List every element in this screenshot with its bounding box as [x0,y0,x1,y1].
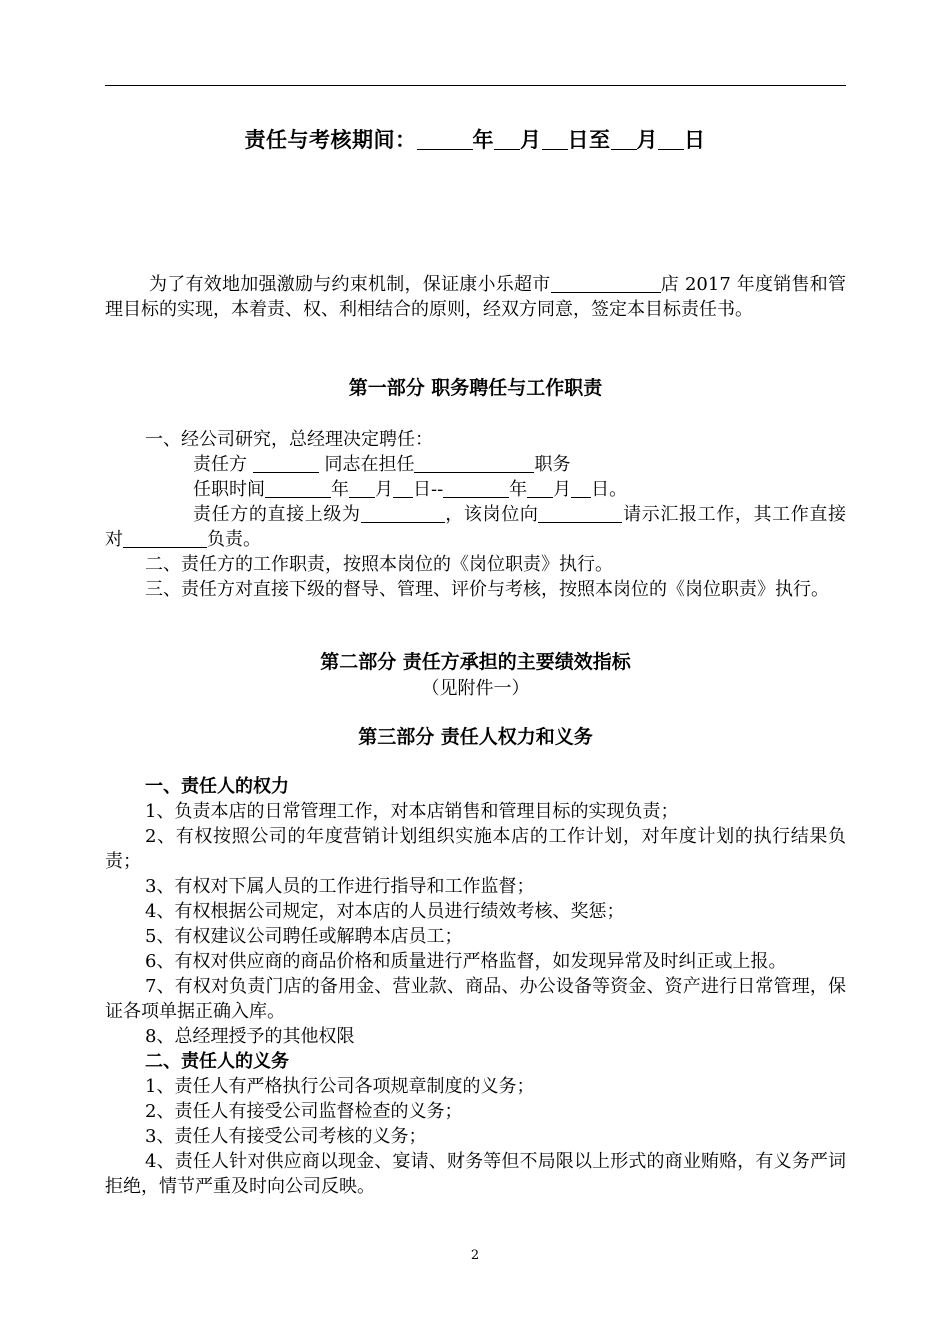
superior-paragraph: 责任方的直接上级为 ，该岗位向 请示汇报工作，其工作直接对 负责。 [105,504,847,550]
position-blank [414,454,534,473]
day2-blank [658,128,684,150]
duties-title: 二、责任人的义务 [145,1051,289,1072]
page-number: 2 [470,1248,480,1263]
section1-body [105,427,846,602]
section3-heading: 第三部分 责任人权力和义务 [358,726,593,748]
duty-item: 2、责任人有接受公司监督检查的义务； [145,1101,463,1122]
intro-paragraph: 为了有效地加强激励与约束机制，保证康小乐超市 店 2017 年度销售和管理目标的实现，本着责、权、利相结合的原则，经双方同意，签定本目标责任书。 [105,274,846,320]
section1-item2: 二、责任方的工作职责，按照本岗位的《岗位职责》执行。 [145,554,613,575]
section1-item3: 三、责任方对直接下级的督导、管理、评价与考核，按照本岗位的《岗位职责》执行。 [145,579,829,600]
section2-heading: 第二部分 责任方承担的主要绩效指标 [320,651,631,673]
power-item: 8、总经理授予的其他权限 [145,1026,355,1047]
party-line: 责任方 同志在担任 职务 [193,454,571,475]
header-rule [105,85,846,86]
year-blank [417,128,473,150]
powers-title: 一、责任人的权力 [145,776,289,797]
section1-heading: 第一部分 职务聘任与工作职责 [348,377,603,399]
duty-item: 3、责任人有接受公司考核的义务； [145,1126,427,1147]
duty-item: 1、责任人有严格执行公司各项规章制度的义务； [145,1076,535,1097]
section3-body [105,774,846,1199]
power-item: 1、负责本店的日常管理工作，对本店销售和管理目标的实现负责； [145,801,679,822]
section2-sub: （见附件一） [421,678,530,699]
power-item: 3、有权对下属人员的工作进行指导和工作监督； [145,876,535,897]
period-title: 责任与考核期间： 年 月 日至 月 日 [244,127,706,152]
period-label: 责任与考核期间： [244,127,417,152]
day-blank [542,128,568,150]
term-line: 任职时间 年 月 日-- 年 月 日。 [193,479,628,500]
power-item: 6、有权对供应商的商品价格和质量进行严格监督，如发现异常及时纠正或上报。 [145,951,787,972]
section1-item1: 一、经公司研究，总经理决定聘任： [145,429,433,450]
month2-blank [611,128,637,150]
power-item: 4、有权根据公司规定，对本店的人员进行绩效考核、奖惩； [145,901,625,922]
party-blank [253,454,319,473]
power-item: 2、有权按照公司的年度营销计划组织实施本店的工作计划，对年度计划的执行结果负责； [105,826,846,872]
month-blank [494,128,520,150]
store-blank [551,274,661,293]
power-item: 7、有权对负责门店的备用金、营业款、商品、办公设备等资金、资产进行日常管理，保证各项单据正确入库。 [105,976,846,1022]
duty-item: 4、责任人针对供应商以现金、宴请、财务等但不局限以上形式的商业贿赂，有义务严词拒绝，情节严重及时向公司反映。 [105,1151,846,1197]
power-item: 5、有权建议公司聘任或解聘本店员工； [145,926,463,947]
